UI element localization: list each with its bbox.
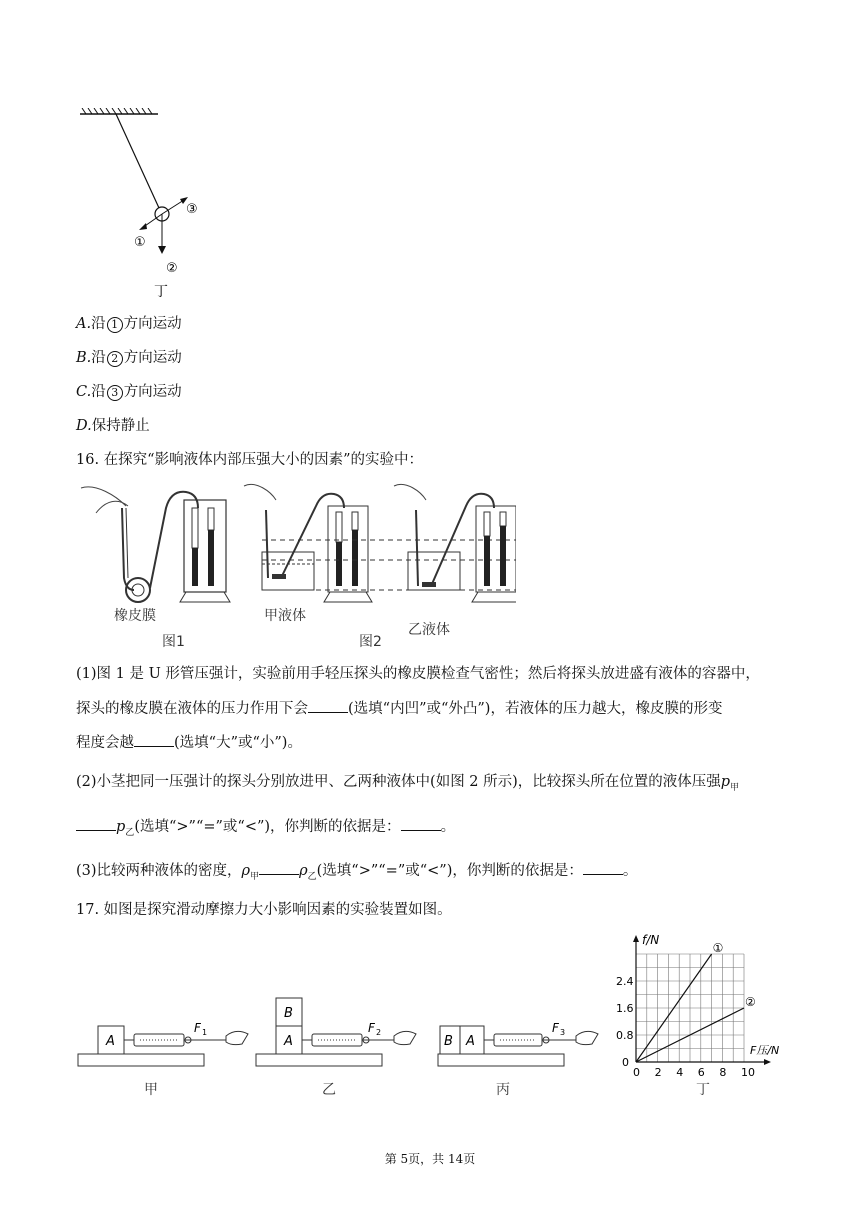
q16-part1-line2: 探头的橡皮膜在液体的压力作用下会 (选填“内凹”或“外凸”)，若液体的压力越大，橡皮膜的形变 [76, 698, 722, 719]
svg-text:1: 1 [202, 1028, 208, 1037]
friction-graph [612, 930, 792, 1098]
q16-part1-line3: 程度会越 (选填“大”或“小”)。 [76, 732, 302, 753]
svg-text:A: A [284, 1034, 293, 1049]
svg-text:B: B [284, 1006, 293, 1021]
svg-text:乙: 乙 [322, 1082, 336, 1098]
liquid-yi-label: 乙液体 [408, 622, 450, 638]
y-axis-arrow [633, 935, 639, 942]
svg-text:F: F [552, 1021, 559, 1035]
x-tick-label: 2 [654, 1066, 662, 1079]
q16-stem: 16. 在探究“影响液体内部压强大小的因素”的实验中： [76, 452, 423, 468]
answer-blank[interactable] [134, 732, 174, 747]
q16-part1-line1: (1)图 1 是 U 形管压强计，实验前用手轻压探头的橡皮膜检查气密性；然后将探头放进盛有液体的容器中， [76, 666, 760, 682]
x-tick-label: 6 [697, 1066, 705, 1079]
svg-text:B: B [444, 1034, 453, 1049]
svg-text:A: A [466, 1034, 475, 1049]
x-tick-label: 8 [719, 1066, 727, 1079]
pendulum-figure [76, 108, 226, 298]
svg-text:2: 2 [376, 1028, 382, 1037]
svg-text:F: F [368, 1021, 375, 1035]
svg-text:甲: 甲 [144, 1082, 158, 1098]
svg-text:F: F [194, 1021, 201, 1035]
x-axis-arrow [764, 1059, 771, 1065]
answer-blank[interactable] [76, 816, 116, 831]
y-tick-label: 0.8 [616, 1029, 634, 1042]
svg-text:丙: 丙 [496, 1082, 510, 1098]
page-footer: 第 5页，共 14页 [384, 1152, 476, 1166]
y-axis-label: f/N [642, 933, 660, 947]
direction-label-3: ③ [186, 202, 198, 217]
fig1-label: 图1 [162, 634, 185, 650]
x-tick-label: 10 [741, 1066, 755, 1079]
liquid-jia-label: 甲液体 [264, 608, 306, 624]
answer-blank[interactable] [259, 860, 299, 875]
q16-part3: (3)比较两种液体的密度，$\rho_甲$ $\rho_乙$(选填“>”“=”或“<”)，你判断的依据是： 。 [76, 860, 637, 887]
option-c[interactable]: C.沿 3 方向运动 [76, 384, 182, 400]
direction-label-2: ② [166, 261, 178, 276]
direction-label-1: ① [134, 235, 146, 250]
svg-text:3: 3 [560, 1028, 566, 1037]
option-a[interactable]: A.沿 1 方向运动 [76, 316, 182, 332]
q16-part2-line1: (2)小茎把同一压强计的探头分别放进甲、乙两种液体中(如图 2 所示)，比较探头所在位置的液体压强$p_甲$ [76, 774, 740, 793]
q17-stem: 17. 如图是探究滑动摩擦力大小影响因素的实验装置如图。 [76, 902, 452, 918]
pressure-gauge-figure [76, 478, 516, 650]
answer-blank[interactable] [401, 816, 441, 831]
option-b[interactable]: B.沿 2 方向运动 [76, 350, 182, 366]
y-tick-label: 1.6 [616, 1002, 634, 1015]
fig2-label: 图2 [359, 634, 382, 650]
x-axis-label: F压/N [750, 1044, 780, 1057]
svg-text:A: A [106, 1034, 115, 1049]
membrane-label: 橡皮膜 [114, 608, 156, 624]
y-tick-label: 2.4 [616, 975, 634, 988]
pendulum-caption: 丁 [154, 284, 168, 298]
x-tick-label: 0 [633, 1066, 640, 1079]
series-label: ① [712, 941, 724, 955]
graph-caption: 丁 [696, 1082, 710, 1098]
series-label: ② [745, 995, 756, 1009]
option-d[interactable]: D.保持静止 [76, 418, 150, 434]
answer-blank[interactable] [583, 860, 623, 875]
friction-setups-figure [76, 990, 616, 1100]
y-tick-label: 0 [622, 1056, 629, 1069]
q16-part2-line2: $p_乙$(选填“>”“=”或“<”)，你判断的依据是： 。 [76, 816, 455, 843]
x-tick-label: 4 [676, 1066, 684, 1079]
pendulum-string [116, 114, 159, 208]
answer-blank[interactable] [308, 698, 348, 713]
